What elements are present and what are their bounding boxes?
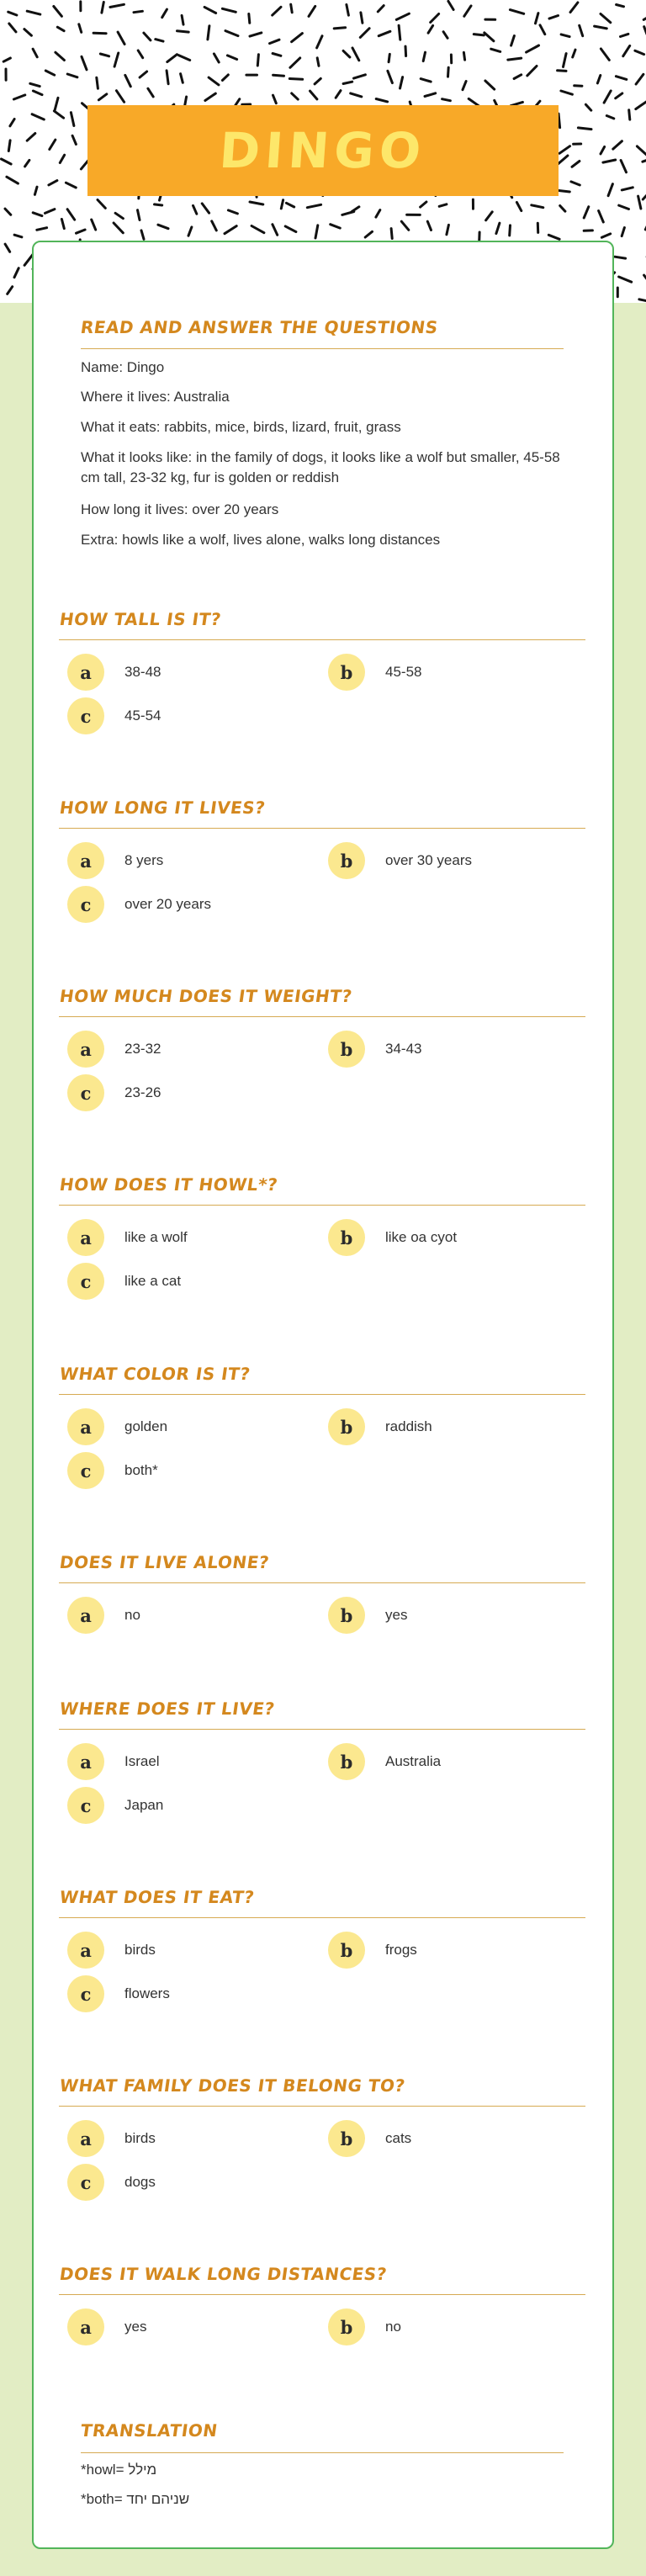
- option-letter-badge: a: [67, 1408, 104, 1445]
- info-diet: What it eats: rabbits, mice, birds, lizard, fruit, grass: [81, 419, 401, 435]
- answer-option-c[interactable]: [67, 1452, 158, 1489]
- option-label: Japan: [124, 1797, 164, 1813]
- option-label: birds: [124, 2130, 156, 2146]
- intro-divider: [81, 348, 564, 349]
- option-letter-badge: c: [67, 2164, 104, 2201]
- answer-option-c[interactable]: [67, 1074, 161, 1111]
- answer-option-b[interactable]: [328, 1408, 432, 1445]
- option-label: no: [385, 2319, 401, 2335]
- info-appearance: What it looks like: in the family of dogs, it looks like a wolf but smaller, 45-58 cm tall, 23-32 kg, fur is golden or reddish: [81, 449, 560, 485]
- question-divider: [59, 1205, 585, 1206]
- option-label: flowers: [124, 1985, 170, 2001]
- option-label: 34-43: [385, 1041, 422, 1057]
- answer-option-b[interactable]: [328, 2120, 411, 2157]
- option-letter-badge: b: [328, 1408, 365, 1445]
- question-title: WHAT FAMILY DOES IT BELONG TO?: [58, 2075, 407, 2096]
- question-divider: [59, 639, 585, 640]
- question-title: DOES IT WALK LONG DISTANCES?: [58, 2264, 389, 2284]
- option-letter-badge: a: [67, 1597, 104, 1634]
- answer-option-c[interactable]: [67, 1787, 163, 1824]
- option-label: 38-48: [124, 664, 162, 680]
- option-letter-badge: b: [328, 1031, 365, 1068]
- page-title: DINGO: [218, 122, 428, 179]
- option-letter-badge: c: [67, 1975, 104, 2012]
- option-letter-badge: a: [67, 842, 104, 879]
- question-divider: [59, 2294, 585, 2295]
- option-label: 45-58: [385, 664, 422, 680]
- question-title: WHAT COLOR IS IT?: [58, 1364, 252, 1384]
- option-label: like a wolf: [124, 1229, 188, 1245]
- info-habitat: Where it lives: Australia: [81, 389, 230, 405]
- answer-option-b[interactable]: [328, 1743, 441, 1780]
- option-label: Australia: [385, 1753, 442, 1769]
- answer-option-b[interactable]: [328, 1031, 421, 1068]
- answer-option-a[interactable]: [67, 1408, 167, 1445]
- option-label: 23-32: [124, 1041, 162, 1057]
- translation-howl: *howl= מילל: [81, 2462, 157, 2478]
- option-label: over 30 years: [385, 852, 472, 868]
- intro-heading: READ AND ANSWER THE QUESTIONS: [79, 317, 440, 337]
- option-letter-badge: b: [328, 842, 365, 879]
- option-label: like a cat: [124, 1273, 182, 1289]
- option-label: frogs: [385, 1942, 417, 1958]
- answer-option-c[interactable]: [67, 886, 211, 923]
- answer-option-b[interactable]: [328, 1597, 407, 1634]
- answer-option-b[interactable]: [328, 1932, 417, 1969]
- option-letter-badge: b: [328, 1932, 365, 1969]
- question-title: HOW MUCH DOES IT WEIGHT?: [58, 986, 354, 1006]
- answer-option-a[interactable]: [67, 1597, 140, 1634]
- option-letter-badge: b: [328, 2308, 365, 2345]
- question-title: WHAT DOES IT EAT?: [58, 1887, 257, 1907]
- option-letter-badge: a: [67, 1932, 104, 1969]
- worksheet-card: [32, 241, 614, 2549]
- answer-option-a[interactable]: [67, 842, 163, 879]
- answer-option-b[interactable]: [328, 2308, 401, 2345]
- option-letter-badge: b: [328, 654, 365, 691]
- question-divider: [59, 1394, 585, 1395]
- question-title: DOES IT LIVE ALONE?: [58, 1552, 271, 1572]
- answer-option-a[interactable]: [67, 1932, 156, 1969]
- option-letter-badge: c: [67, 1263, 104, 1300]
- question-title: WHERE DOES IT LIVE?: [58, 1699, 277, 1719]
- option-letter-badge: c: [67, 1787, 104, 1824]
- answer-option-c[interactable]: [67, 697, 161, 734]
- option-letter-badge: b: [328, 1597, 365, 1634]
- answer-option-b[interactable]: [328, 842, 472, 879]
- option-label: 45-54: [124, 708, 162, 724]
- option-label: like oa cyot: [385, 1229, 458, 1245]
- answer-option-a[interactable]: [67, 2120, 156, 2157]
- option-label: 23-26: [124, 1084, 162, 1100]
- option-label: golden: [124, 1418, 168, 1434]
- option-label: yes: [385, 1607, 408, 1623]
- option-letter-badge: c: [67, 1452, 104, 1489]
- question-divider: [59, 1016, 585, 1017]
- question-title: HOW LONG IT LIVES?: [58, 798, 267, 818]
- option-label: cats: [385, 2130, 412, 2146]
- info-name: Name: Dingo: [81, 359, 165, 375]
- question-divider: [59, 1729, 585, 1730]
- question-divider: [59, 1917, 585, 1918]
- answer-option-b[interactable]: [328, 654, 421, 691]
- title-banner: [87, 105, 559, 196]
- option-letter-badge: b: [328, 1743, 365, 1780]
- option-label: raddish: [385, 1418, 432, 1434]
- option-letter-badge: c: [67, 886, 104, 923]
- option-label: dogs: [124, 2174, 156, 2190]
- answer-option-c[interactable]: [67, 1263, 181, 1300]
- answer-option-c[interactable]: [67, 2164, 156, 2201]
- option-letter-badge: a: [67, 2120, 104, 2157]
- info-lifespan: How long it lives: over 20 years: [81, 501, 279, 517]
- option-label: 8 yers: [124, 852, 164, 868]
- answer-option-a[interactable]: [67, 654, 161, 691]
- translation-both: *both= שניהם יחד: [81, 2491, 190, 2507]
- question-title: HOW DOES IT HOWL*?: [58, 1174, 279, 1195]
- translation-heading: TRANSLATION: [79, 2420, 220, 2441]
- option-letter-badge: b: [328, 1219, 365, 1256]
- answer-option-c[interactable]: [67, 1975, 170, 2012]
- option-label: yes: [124, 2319, 147, 2335]
- answer-option-a[interactable]: [67, 2308, 146, 2345]
- option-letter-badge: a: [67, 2308, 104, 2345]
- question-title: HOW TALL IS IT?: [58, 609, 223, 629]
- question-divider: [59, 1582, 585, 1583]
- option-letter-badge: a: [67, 1743, 104, 1780]
- option-letter-badge: c: [67, 1074, 104, 1111]
- answer-option-a[interactable]: [67, 1031, 161, 1068]
- option-letter-badge: a: [67, 1031, 104, 1068]
- option-letter-badge: a: [67, 654, 104, 691]
- option-label: birds: [124, 1942, 156, 1958]
- option-letter-badge: c: [67, 697, 104, 734]
- question-divider: [59, 828, 585, 829]
- question-divider: [59, 2106, 585, 2107]
- answer-option-a[interactable]: [67, 1743, 160, 1780]
- answer-option-a[interactable]: [67, 1219, 188, 1256]
- option-label: over 20 years: [124, 896, 211, 912]
- answer-option-b[interactable]: [328, 1219, 457, 1256]
- option-label: Israel: [124, 1753, 160, 1769]
- option-letter-badge: b: [328, 2120, 365, 2157]
- option-label: no: [124, 1607, 140, 1623]
- option-label: both*: [124, 1462, 158, 1478]
- option-letter-badge: a: [67, 1219, 104, 1256]
- info-extra: Extra: howls like a wolf, lives alone, walks long distances: [81, 532, 441, 548]
- translation-divider: [81, 2452, 564, 2453]
